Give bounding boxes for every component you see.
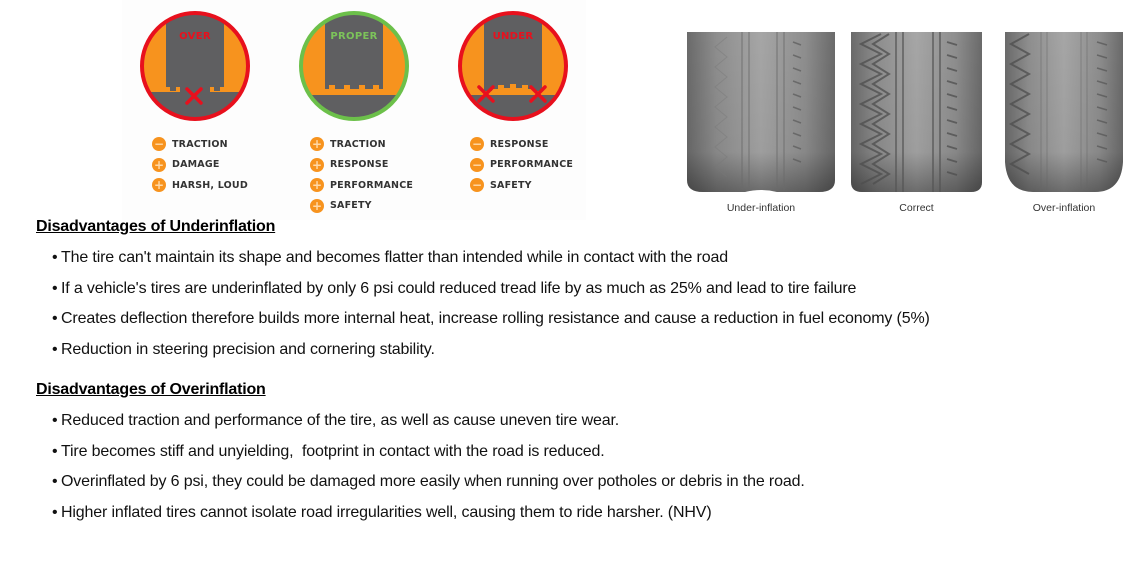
tire-caption: Under-inflation	[726, 202, 796, 214]
effect-item: − SAFETY	[471, 178, 532, 193]
bullet-icon: •	[52, 279, 58, 297]
effect-item: + SAFETY	[311, 198, 372, 213]
bullet-icon: •	[52, 442, 58, 460]
gauge-label-proper: PROPER	[330, 31, 378, 42]
effect-item: + PERFORMANCE	[311, 178, 414, 193]
plus-circle-icon: +	[311, 178, 323, 193]
effect-item: + HARSH, LOUD	[153, 178, 248, 193]
minus-circle-icon: −	[153, 137, 165, 152]
bullet-item: • Tire becomes stiff and unyielding, footprint in contact with the road is reduced.	[52, 442, 605, 460]
tire-caption: Correct	[899, 202, 934, 214]
effect-item: − RESPONSE	[471, 137, 549, 152]
section-title-overinflation: Disadvantages of Overinflation	[36, 381, 266, 398]
bullet-item: • Creates deflection therefore builds more internal heat, increase rolling resistance and cause a reduction in fuel economy (5%)	[52, 310, 930, 328]
minus-circle-icon: −	[471, 157, 483, 172]
proper-inflated-tire-icon	[297, 9, 411, 123]
minus-circle-icon: −	[471, 178, 483, 193]
effect-item: + RESPONSE	[311, 157, 389, 172]
underinflation-bullet-list	[52, 248, 930, 371]
bullet-icon: •	[52, 473, 58, 491]
gauge-under	[456, 9, 570, 123]
bullet-item: • Overinflated by 6 psi, they could be damaged more easily when running over potholes or debris in the road.	[52, 473, 805, 491]
over-inflated-tread-image	[1005, 32, 1123, 194]
effect-item: + DAMAGE	[153, 157, 220, 172]
bullet-icon: •	[52, 249, 58, 266]
bullet-icon: •	[52, 412, 58, 429]
bullet-icon: •	[52, 504, 58, 522]
tire-tread-photos	[684, 30, 1128, 215]
tire-caption: Over-inflation	[1032, 202, 1096, 214]
bullet-icon: •	[52, 310, 58, 328]
plus-circle-icon: +	[311, 198, 323, 213]
effect-item: − PERFORMANCE	[471, 157, 574, 172]
effects-list-under	[470, 134, 573, 196]
effect-item: − TRACTION	[153, 137, 228, 152]
plus-circle-icon: +	[311, 137, 323, 152]
overinflation-bullet-list	[52, 411, 805, 534]
section-title-underinflation: Disadvantages of Underinflation	[36, 218, 276, 235]
effect-item: + TRACTION	[311, 137, 386, 152]
gauge-label-over: OVER	[179, 31, 211, 42]
effects-list-proper	[310, 134, 413, 216]
bullet-item: • Reduction in steering precision and cornering stability.	[52, 341, 435, 359]
correct-tread-image	[851, 32, 982, 194]
bullet-item: • The tire can't maintain its shape and becomes flatter than intended while in contact with the road	[52, 249, 728, 266]
plus-circle-icon: +	[311, 157, 323, 172]
tire-photo-under-inflation	[687, 32, 835, 214]
under-inflated-tire-icon	[456, 9, 570, 123]
over-inflated-tire-icon	[138, 9, 252, 123]
plus-circle-icon: +	[153, 178, 165, 193]
inflation-infographic	[122, 0, 586, 220]
gauge-over	[138, 9, 252, 123]
bullet-item: • Higher inflated tires cannot isolate road irregularities well, causing them to ride harsher. (NHV)	[52, 504, 712, 522]
tire-photo-over-inflation	[1005, 32, 1123, 214]
gauge-proper	[297, 9, 411, 123]
tire-photo-correct	[851, 32, 982, 214]
effects-list-over	[152, 134, 248, 196]
minus-circle-icon: −	[471, 137, 483, 152]
under-inflated-tread-image	[687, 32, 835, 194]
bullet-item: • Reduced traction and performance of the tire, as well as cause uneven tire wear.	[52, 412, 620, 429]
bullet-item: • If a vehicle's tires are underinflated by only 6 psi could reduced tread life by as much as 25% and lead to tire failure	[52, 279, 857, 297]
plus-circle-icon: +	[153, 157, 165, 172]
bullet-icon: •	[52, 341, 58, 359]
gauge-label-under: UNDER	[492, 31, 534, 42]
